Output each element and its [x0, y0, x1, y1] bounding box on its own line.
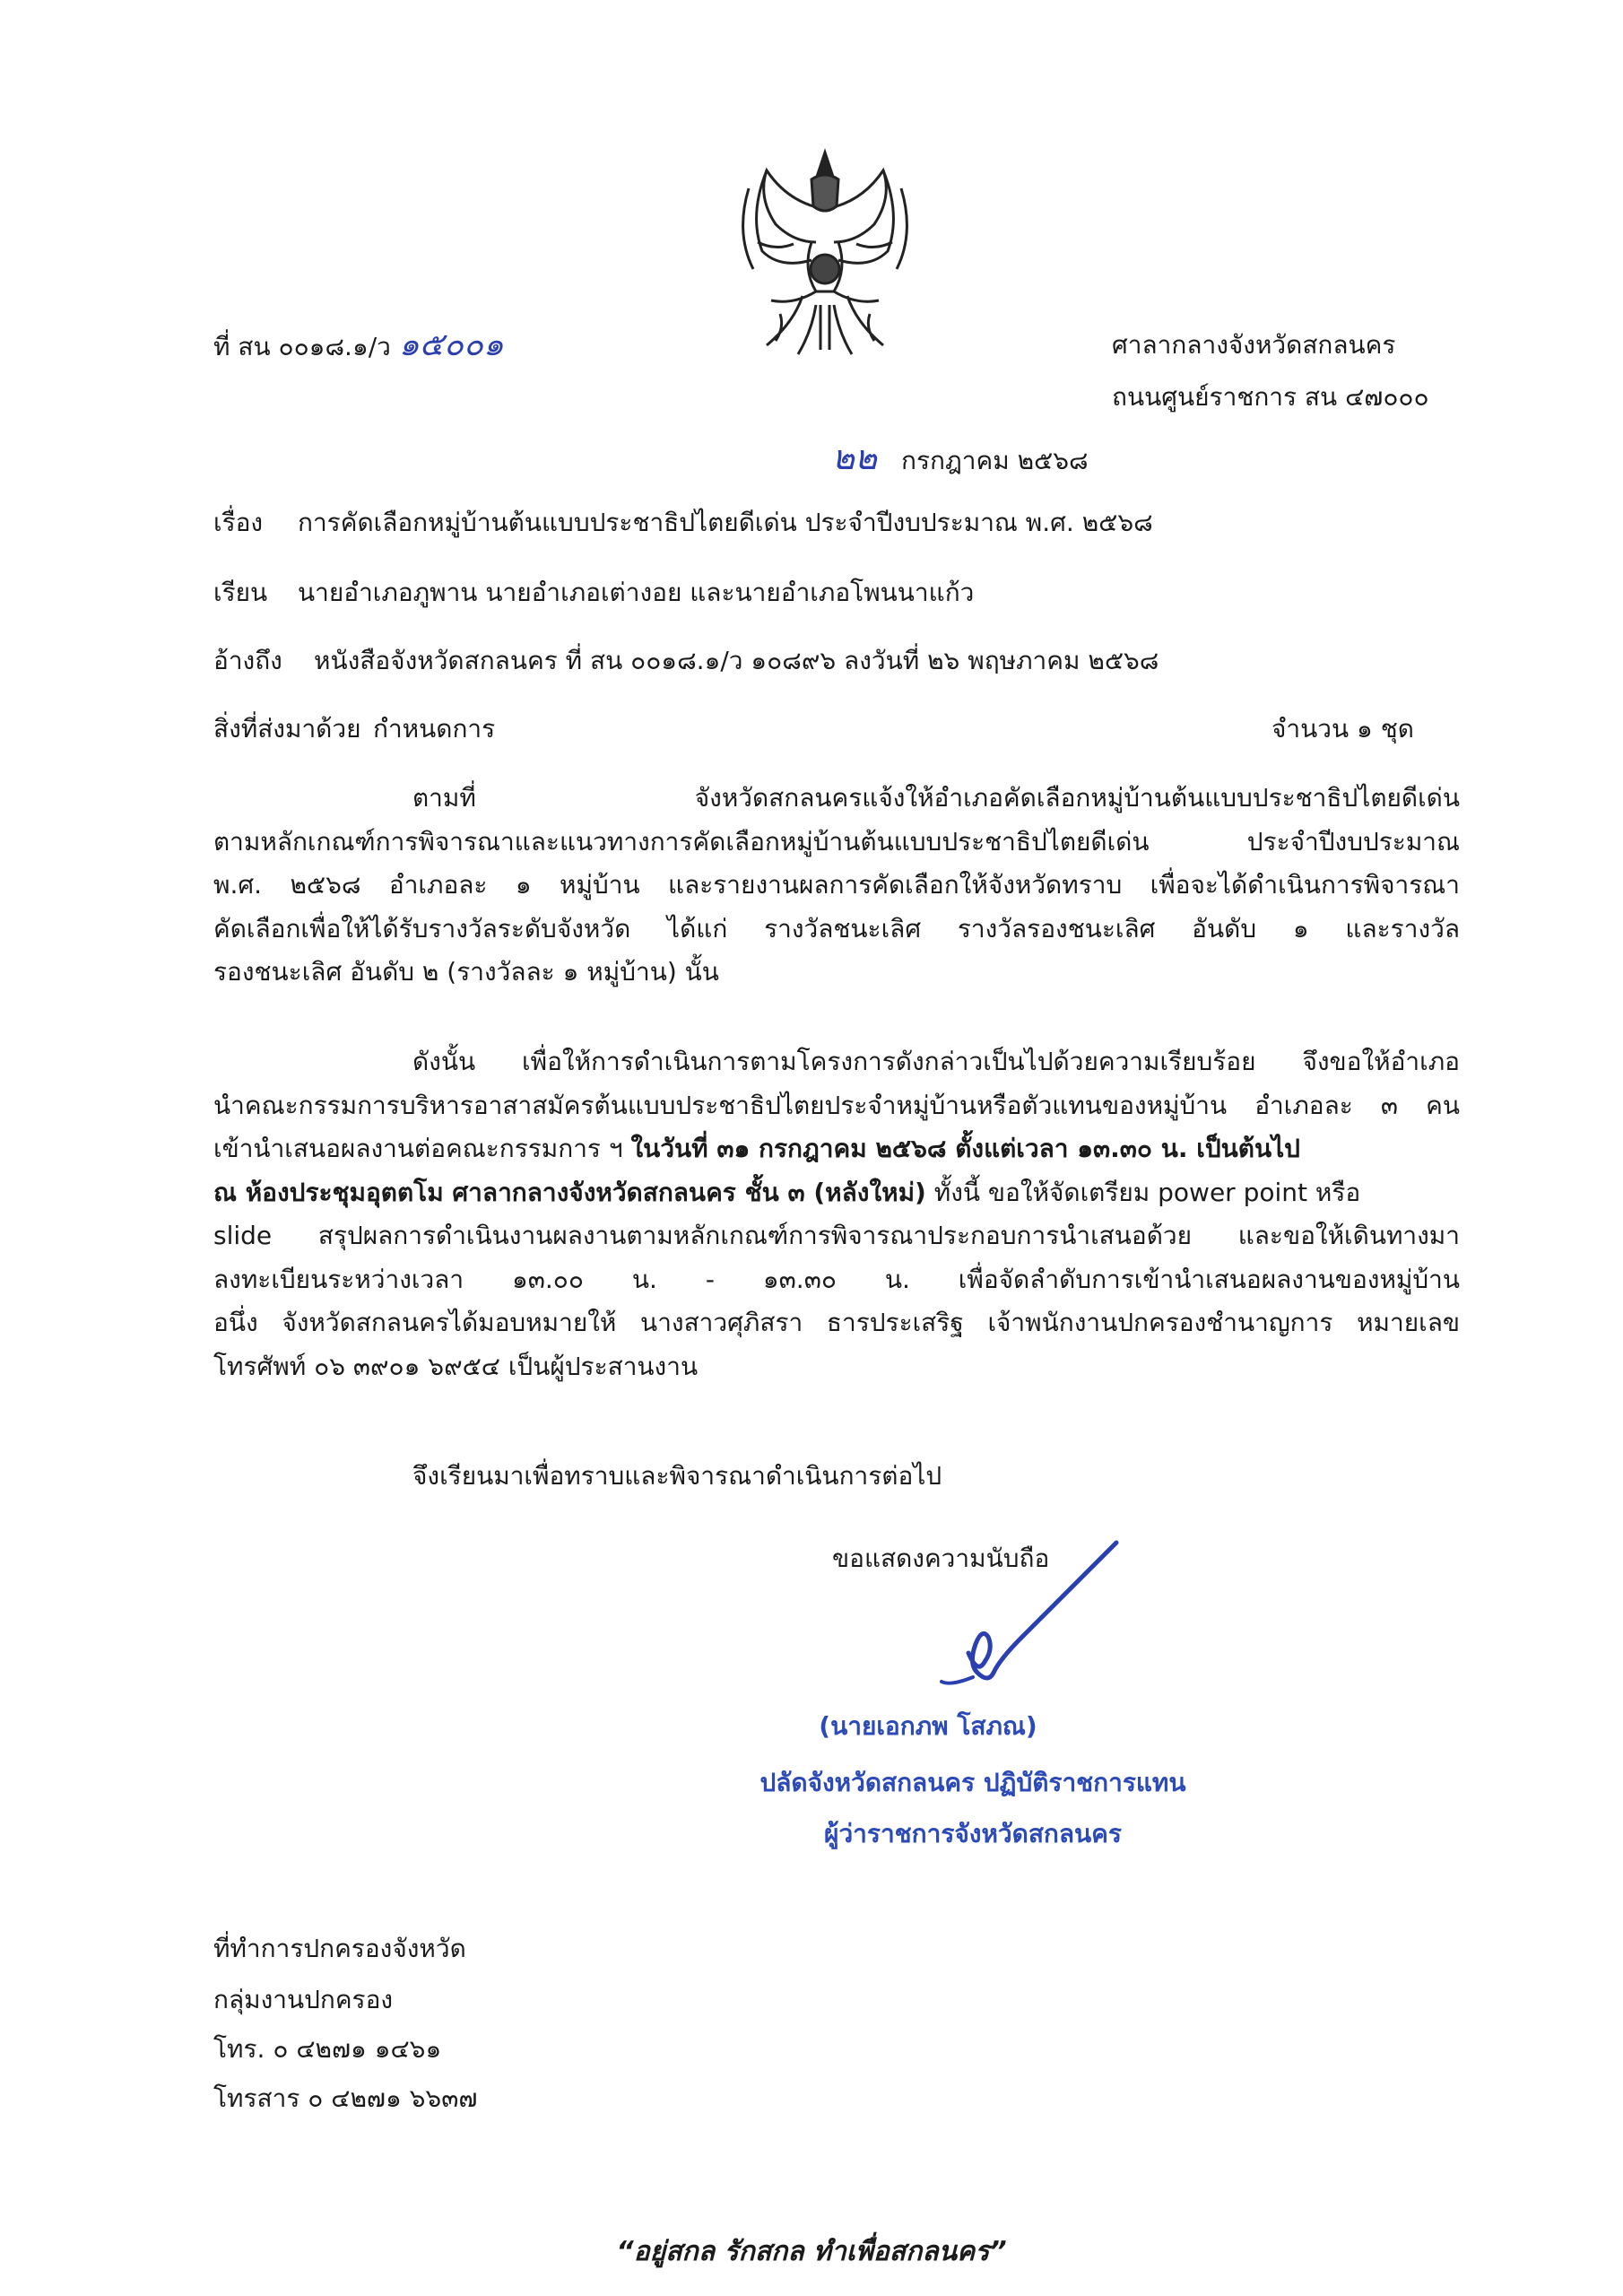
enclosure-line — [213, 711, 495, 747]
paragraph-line: นำคณะกรรมการบริหารอาสาสมัครต้นแบบประชาธิปไตยประจำหมู่บ้านหรือตัวแทนของหมู่บ้าน อำเภอละ ๓ คน — [213, 1090, 1460, 1120]
paragraph-line — [213, 1171, 1460, 1215]
document-number — [213, 327, 504, 365]
paragraph-line: slide สรุปผลการดำเนินงานผลงานตามหลักเกณฑ์การพิจารณาประกอบการนำเสนอด้วย และขอให้เดินทางมา — [213, 1221, 1460, 1250]
signature-icon — [915, 1538, 1130, 1700]
paragraph-text: ทั้งนี้ ขอให้จัดเตรียม power point หรือ — [933, 1177, 1361, 1207]
meeting-venue: ณ ห้องประชุมอุตตโม ศาลากลางจังหวัดสกลนคร ชั้น ๓ (หลังใหม่) — [213, 1177, 926, 1207]
paragraph-line: รองชนะเลิศ อันดับ ๒ (รางวัลละ ๑ หมู่บ้าน) นั้น — [213, 957, 719, 987]
garuda-emblem-icon — [731, 144, 919, 359]
addressee-line — [213, 575, 974, 611]
paragraph-line: พ.ศ. ๒๕๖๘ อำเภอละ ๑ หมู่บ้าน และรายงานผลการคัดเลือกให้จังหวัดทราบ เพื่อจะได้ดำเนินการพิจารณา — [213, 870, 1460, 900]
paragraph-line: ลงทะเบียนระหว่างเวลา ๑๓.๐๐ น. - ๑๓.๓๐ น. เพื่อจัดลำดับการเข้านำเสนอผลงานของหมู่บ้าน — [213, 1264, 1460, 1294]
footer-office: ที่ทำการปกครองจังหวัด — [213, 1934, 466, 1963]
footer-fax: โทรสาร ๐ ๔๒๗๑ ๖๖๓๗ — [213, 2083, 478, 2113]
paragraph-line: ดังนั้น เพื่อให้การดำเนินการตามโครงการดังกล่าวเป็นไปด้วยความเรียบร้อย จึงขอให้อำเภอ — [412, 1047, 1460, 1076]
paragraph-line: คัดเลือกเพื่อให้ได้รับรางวัลระดับจังหวัด ได้แก่ รางวัลชนะเลิศ รางวัลรองชนะเลิศ อันดับ ๑ และรางวัล — [213, 913, 1460, 944]
footer-group: กลุ่มงานปกครอง — [213, 1985, 394, 2014]
footer-telephone: โทร. ๐ ๔๒๗๑ ๑๔๖๑ — [213, 2034, 442, 2064]
body-paragraph-1 — [213, 777, 1460, 995]
reference-label: อ้างถึง — [213, 646, 282, 675]
enclosure-label: สิ่งที่ส่งมาด้วย — [213, 714, 361, 744]
paragraph-line: อนึ่ง จังหวัดสกลนครได้มอบหมายให้ นางสาวศุภิสรา ธารประเสริฐ เจ้าพนักงานปกครองชำนาญการ หมายเลข — [213, 1308, 1460, 1337]
enclosure-quantity: จำนวน ๑ ชุด — [1271, 714, 1414, 744]
signer-position-2: ผู้ว่าราชการจังหวัดสกลนคร — [824, 1819, 1122, 1848]
subject-text: การคัดเลือกหมู่บ้านต้นแบบประชาธิปไตยดีเด่น ประจำปีงบประมาณ พ.ศ. ๒๕๖๘ — [298, 508, 1153, 537]
signer-name: (นายเอกภพ โสภณ) — [819, 1711, 1037, 1741]
office-address-line2: ถนนศูนย์ราชการ สน ๔๗๐๐๐ — [1112, 382, 1429, 412]
enclosure-text: กำหนดการ — [373, 714, 496, 744]
paragraph-text: เข้านำเสนอผลงานต่อคณะกรรมการ ฯ — [213, 1134, 623, 1163]
subject-label: เรื่อง — [213, 508, 264, 537]
body-paragraph-2 — [213, 1040, 1460, 1388]
paragraph-line: ตามหลักเกณฑ์การพิจารณาและแนวทางการคัดเลือกหมู่บ้านต้นแบบประชาธิปไตยดีเด่น ประจำปีงบประมาณ — [213, 826, 1460, 857]
date-day-handwritten: ๒๒ — [832, 438, 878, 477]
document-number-label: ที่ สน ๐๐๑๘.๑/ว — [213, 332, 391, 361]
footer-motto: “อยู่สกล รักสกล ทำเพื่อสกลนคร” — [616, 2236, 1007, 2267]
meeting-date-time: ในวันที่ ๓๑ กรกฎาคม ๒๕๖๘ ตั้งแต่เวลา ๑๓.๓๐ น. เป็นต้นไป — [630, 1134, 1300, 1163]
paragraph-line — [213, 1127, 1460, 1171]
paragraph-line: ตามที่ จังหวัดสกลนครแจ้งให้อำเภอคัดเลือกหมู่บ้านต้นแบบประชาธิปไตยดีเด่น — [412, 783, 1460, 813]
regards-text: ขอแสดงความนับถือ — [832, 1544, 1050, 1573]
paragraph-line: โทรศัพท์ ๐๖ ๓๙๐๑ ๖๙๕๔ เป็นผู้ประสานงาน — [213, 1351, 699, 1381]
reference-text: หนังสือจังหวัดสกลนคร ที่ สน ๐๐๑๘.๑/ว ๑๐๘๙๖ ลงวันที่ ๒๖ พฤษภาคม ๒๕๖๘ — [314, 646, 1159, 675]
signer-position-1: ปลัดจังหวัดสกลนคร ปฏิบัติราชการแทน — [759, 1768, 1186, 1797]
date-month-year: กรกฎาคม ๒๕๖๘ — [901, 446, 1089, 475]
addressee-text: นายอำเภอภูพาน นายอำเภอเต่างอย และนายอำเภอโพนนาแก้ว — [298, 578, 975, 607]
reference-line — [213, 643, 1159, 679]
addressee-label: เรียน — [213, 578, 268, 607]
document-date — [832, 439, 1089, 479]
office-address-line1: ศาลากลางจังหวัดสกลนคร — [1112, 330, 1396, 360]
document-number-handwritten: ๑๕๐๐๑ — [398, 326, 504, 363]
subject-line — [213, 505, 1153, 541]
closing-sentence: จึงเรียนมาเพื่อทราบและพิจารณาดำเนินการต่อไป — [412, 1461, 942, 1491]
